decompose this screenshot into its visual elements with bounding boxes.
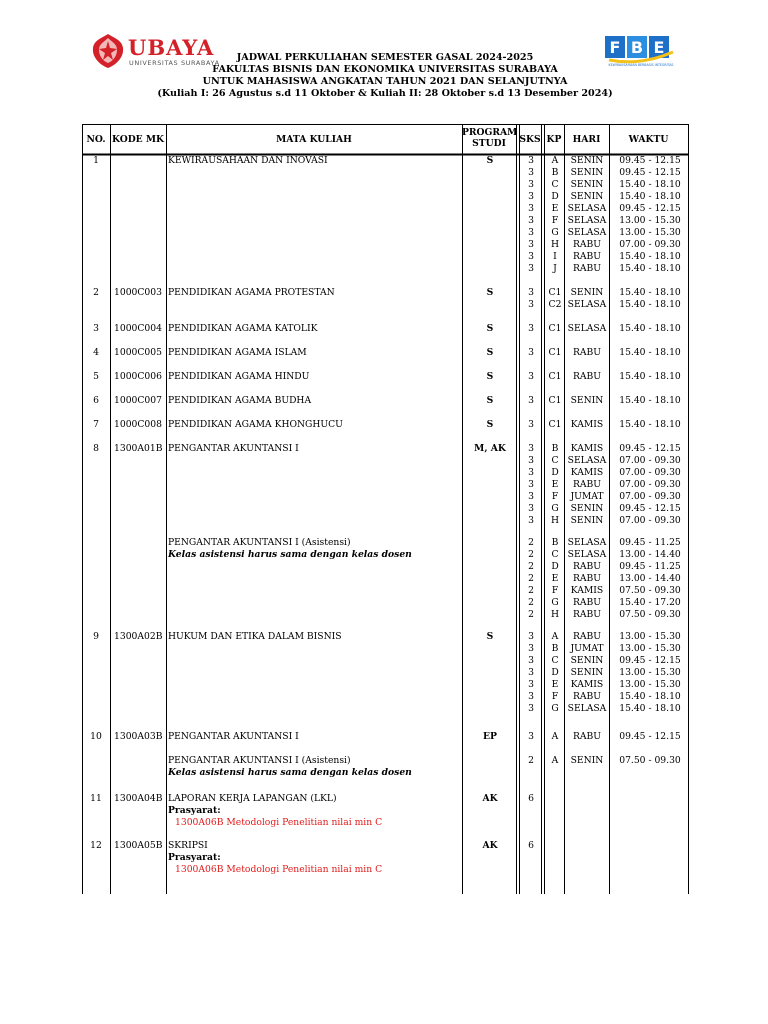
day-value: RABU xyxy=(572,347,602,358)
title-line-4: (Kuliah I: 26 Agustus s.d 11 Oktober & Kuliah II: 28 Oktober s.d 13 Desember 2024) xyxy=(157,88,613,99)
kp-value: H xyxy=(550,609,559,620)
day-value: SENIN xyxy=(570,655,604,666)
kp-value: C1 xyxy=(548,395,562,406)
time-value: 09.45 - 12.15 xyxy=(619,731,681,742)
kp-value: D xyxy=(551,667,559,678)
kp-value: B xyxy=(551,167,559,178)
time-value: 07.00 - 09.30 xyxy=(619,515,681,526)
sks-value: 2 xyxy=(528,609,534,620)
course-code: 1000C007 xyxy=(114,395,162,406)
program-studi: AK xyxy=(482,793,498,804)
program-studi: AK xyxy=(482,840,498,851)
time-value: 15.40 - 18.10 xyxy=(619,287,681,298)
course-code: 1000C006 xyxy=(114,371,162,382)
sks-value: 3 xyxy=(528,667,534,678)
day-value: JUMAT xyxy=(570,643,604,654)
course-number: 9 xyxy=(93,631,99,642)
course-number: 7 xyxy=(93,419,99,430)
day-value: RABU xyxy=(572,631,602,642)
sks-value: 3 xyxy=(528,287,534,298)
course-code: 1300A03B xyxy=(114,731,163,742)
sks-value: 3 xyxy=(528,703,534,714)
title-line-1: JADWAL PERKULIAHAN SEMESTER GASAL 2024-2025 xyxy=(236,52,534,63)
sks-value: 3 xyxy=(528,251,534,262)
time-value: 09.45 - 12.15 xyxy=(619,203,681,214)
program-studi: S xyxy=(486,155,494,166)
day-value: SENIN xyxy=(570,287,604,298)
kp-value: F xyxy=(551,491,559,502)
sks-value: 3 xyxy=(528,643,534,654)
sks-value: 6 xyxy=(528,793,534,804)
time-value: 15.40 - 18.10 xyxy=(619,703,681,714)
time-value: 13.00 - 15.30 xyxy=(619,215,681,226)
header-no: NO. xyxy=(86,134,106,145)
course-name: PENDIDIKAN AGAMA ISLAM xyxy=(168,347,307,358)
day-value: SENIN xyxy=(570,755,604,766)
time-value: 15.40 - 18.10 xyxy=(619,191,681,202)
course-code: 1000C003 xyxy=(114,287,162,298)
course-code: 1300A04B xyxy=(114,793,163,804)
day-value: SELASA xyxy=(567,549,607,560)
sks-value: 3 xyxy=(528,467,534,478)
time-value: 09.45 - 12.15 xyxy=(619,443,681,454)
kp-value: F xyxy=(551,215,559,226)
header-kode: KODE MK xyxy=(111,134,165,145)
kp-value: C xyxy=(551,549,559,560)
program-studi: S xyxy=(486,371,494,382)
kp-value: C xyxy=(551,179,559,190)
day-value: RABU xyxy=(572,609,602,620)
time-value: 15.40 - 18.10 xyxy=(619,395,681,406)
kp-value: C1 xyxy=(548,419,562,430)
sks-value: 3 xyxy=(528,691,534,702)
program-studi: S xyxy=(486,323,494,334)
fbe-letter-b: B xyxy=(630,38,644,57)
course-name: LAPORAN KERJA LAPANGAN (LKL) xyxy=(168,793,337,804)
course-name: PENDIDIKAN AGAMA PROTESTAN xyxy=(168,287,335,298)
time-value: 15.40 - 18.10 xyxy=(619,263,681,274)
day-value: SENIN xyxy=(570,503,604,514)
time-value: 15.40 - 18.10 xyxy=(619,419,681,430)
time-value: 07.50 - 09.30 xyxy=(619,585,681,596)
program-studi: S xyxy=(486,419,494,430)
kp-value: I xyxy=(553,251,557,262)
time-value: 13.00 - 15.30 xyxy=(619,227,681,238)
course-code: 1300A05B xyxy=(114,840,163,851)
day-value: SELASA xyxy=(567,203,607,214)
time-value: 13.00 - 14.40 xyxy=(619,549,681,560)
time-value: 13.00 - 14.40 xyxy=(619,573,681,584)
time-value: 09.45 - 12.15 xyxy=(619,167,681,178)
title-line-2: FAKULTAS BISNIS DAN EKONOMIKA UNIVERSITAS SURABAYA xyxy=(212,64,558,75)
time-value: 13.00 - 15.30 xyxy=(619,631,681,642)
day-value: RABU xyxy=(572,561,602,572)
kp-value: B xyxy=(551,643,559,654)
sks-value: 3 xyxy=(528,347,534,358)
sks-value: 3 xyxy=(528,503,534,514)
header-hari: HARI xyxy=(572,134,601,145)
time-value: 07.00 - 09.30 xyxy=(619,467,681,478)
course-number: 10 xyxy=(90,731,102,742)
kp-value: D xyxy=(551,561,559,572)
day-value: SENIN xyxy=(570,191,604,202)
kp-value: B xyxy=(551,537,559,548)
day-value: KAMIS xyxy=(570,419,604,430)
course-code: 1300A02B xyxy=(114,631,163,642)
day-value: SELASA xyxy=(567,455,607,466)
sks-value: 3 xyxy=(528,323,534,334)
day-value: RABU xyxy=(572,479,602,490)
kp-value: C1 xyxy=(548,323,562,334)
kp-value: C xyxy=(551,655,559,666)
sks-value: 3 xyxy=(528,299,534,310)
kp-value: J xyxy=(553,263,557,274)
kp-value: E xyxy=(551,679,559,690)
ubaya-subtitle: UNIVERSITAS SURABAYA xyxy=(129,59,220,67)
time-value: 09.45 - 12.15 xyxy=(619,155,681,166)
sks-value: 3 xyxy=(528,419,534,430)
course-number: 1 xyxy=(93,155,99,166)
fbe-letter-f: F xyxy=(609,38,621,57)
course-name: SKRIPSI xyxy=(168,840,208,851)
document-title xyxy=(150,52,620,100)
time-value: 13.00 - 15.30 xyxy=(619,643,681,654)
time-value: 09.45 - 12.15 xyxy=(619,655,681,666)
sks-value: 3 xyxy=(528,191,534,202)
course-code: 1300A01B xyxy=(114,443,163,454)
sks-value: 2 xyxy=(528,597,534,608)
program-studi: S xyxy=(486,631,494,642)
kp-value: C1 xyxy=(548,287,562,298)
kp-value: E xyxy=(551,203,559,214)
day-value: RABU xyxy=(572,251,602,262)
sks-value: 3 xyxy=(528,203,534,214)
day-value: RABU xyxy=(572,597,602,608)
time-value: 09.45 - 11.25 xyxy=(619,561,681,572)
course-note: Kelas asistensi harus sama dengan kelas dosen xyxy=(168,767,412,778)
course-number: 2 xyxy=(93,287,99,298)
program-studi: S xyxy=(486,395,494,406)
course-name: KEWIRAUSAHAAN DAN INOVASI xyxy=(168,155,328,166)
day-value: KAMIS xyxy=(570,467,604,478)
kp-value: C2 xyxy=(548,299,562,310)
sks-value: 2 xyxy=(528,573,534,584)
course-number: 8 xyxy=(93,443,99,454)
time-value: 09.45 - 11.25 xyxy=(619,537,681,548)
header-sks: SKS xyxy=(519,134,541,145)
program-studi: S xyxy=(486,287,494,298)
course-name: PENGANTAR AKUNTANSI I xyxy=(168,443,299,454)
day-value: RABU xyxy=(572,731,602,742)
day-value: RABU xyxy=(572,263,602,274)
day-value: SELASA xyxy=(567,215,607,226)
day-value: SENIN xyxy=(570,179,604,190)
course-number: 11 xyxy=(90,793,102,804)
sks-value: 3 xyxy=(528,239,534,250)
course-name: PENDIDIKAN AGAMA KHONGHUCU xyxy=(168,419,343,430)
sks-value: 3 xyxy=(528,515,534,526)
prerequisite-label: Prasyarat: xyxy=(168,852,221,863)
course-code: 1000C008 xyxy=(114,419,162,430)
prerequisite-label: Prasyarat: xyxy=(168,805,221,816)
sks-value: 3 xyxy=(528,455,534,466)
sks-value: 6 xyxy=(528,840,534,851)
header-waktu: WAKTU xyxy=(628,134,669,145)
kp-value: H xyxy=(550,239,559,250)
sks-value: 2 xyxy=(528,549,534,560)
sks-value: 3 xyxy=(528,731,534,742)
kp-value: B xyxy=(551,443,559,454)
program-studi: S xyxy=(486,347,494,358)
kp-value: G xyxy=(551,597,559,608)
time-value: 07.50 - 09.30 xyxy=(619,755,681,766)
ubaya-name: UBAYA xyxy=(128,35,215,60)
day-value: KAMIS xyxy=(570,679,604,690)
time-value: 07.00 - 09.30 xyxy=(619,479,681,490)
course-code: 1000C004 xyxy=(114,323,162,334)
sks-value: 3 xyxy=(528,371,534,382)
kp-value: A xyxy=(551,731,559,742)
kp-value: G xyxy=(551,503,559,514)
program-studi: EP xyxy=(483,731,497,742)
day-value: SELASA xyxy=(567,323,607,334)
day-value: SELASA xyxy=(567,703,607,714)
course-number: 5 xyxy=(93,371,99,382)
time-value: 15.40 - 18.10 xyxy=(619,299,681,310)
sks-value: 3 xyxy=(528,215,534,226)
kp-value: A xyxy=(551,155,559,166)
kp-value: E xyxy=(551,479,559,490)
day-value: JUMAT xyxy=(570,491,604,502)
program-studi: M, AK xyxy=(474,443,506,454)
kp-value: G xyxy=(551,703,559,714)
sks-value: 3 xyxy=(528,155,534,166)
course-number: 12 xyxy=(90,840,102,851)
time-value: 15.40 - 18.10 xyxy=(619,347,681,358)
kp-value: F xyxy=(551,691,559,702)
header-mata-kuliah: MATA KULIAH xyxy=(276,134,352,145)
time-value: 15.40 - 18.10 xyxy=(619,323,681,334)
kp-value: C1 xyxy=(548,347,562,358)
time-value: 07.50 - 09.30 xyxy=(619,609,681,620)
course-code: 1000C005 xyxy=(114,347,162,358)
day-value: SENIN xyxy=(570,155,604,166)
sks-value: 3 xyxy=(528,679,534,690)
kp-value: G xyxy=(551,227,559,238)
kp-value: F xyxy=(551,585,559,596)
course-number: 4 xyxy=(93,347,99,358)
sks-value: 3 xyxy=(528,491,534,502)
title-line-3: UNTUK MAHASISWA ANGKATAN TAHUN 2021 DAN SELANJUTNYA xyxy=(202,76,568,87)
fbe-letter-e: E xyxy=(653,38,665,57)
fbe-tagline: KEWIRAUSAHAAN BERBASIS INTEGRITAS xyxy=(608,63,674,67)
time-value: 07.00 - 09.30 xyxy=(619,491,681,502)
sks-value: 3 xyxy=(528,631,534,642)
sks-value: 3 xyxy=(528,479,534,490)
time-value: 07.00 - 09.30 xyxy=(619,455,681,466)
time-value: 15.40 - 18.10 xyxy=(619,251,681,262)
time-value: 15.40 - 18.10 xyxy=(619,691,681,702)
kp-value: A xyxy=(551,631,559,642)
sks-value: 3 xyxy=(528,655,534,666)
time-value: 15.40 - 18.10 xyxy=(619,371,681,382)
course-name: PENGANTAR AKUNTANSI I (Asistensi) xyxy=(168,537,351,548)
kp-value: A xyxy=(551,755,559,766)
course-name: PENDIDIKAN AGAMA HINDU xyxy=(168,371,310,382)
sks-value: 2 xyxy=(528,755,534,766)
course-number: 3 xyxy=(93,323,99,334)
sks-value: 2 xyxy=(528,537,534,548)
day-value: SENIN xyxy=(570,667,604,678)
time-value: 13.00 - 15.30 xyxy=(619,667,681,678)
course-name: PENGANTAR AKUNTANSI I xyxy=(168,731,299,742)
day-value: SELASA xyxy=(567,299,607,310)
course-name: HUKUM DAN ETIKA DALAM BISNIS xyxy=(168,631,342,642)
kp-value: D xyxy=(551,467,559,478)
kp-value: E xyxy=(551,573,559,584)
sks-value: 3 xyxy=(528,179,534,190)
schedule-table xyxy=(82,124,689,894)
course-number: 6 xyxy=(93,395,99,406)
day-value: RABU xyxy=(572,371,602,382)
day-value: SENIN xyxy=(570,395,604,406)
kp-value: C1 xyxy=(548,371,562,382)
course-note: Kelas asistensi harus sama dengan kelas dosen xyxy=(168,549,412,560)
header-kp: KP xyxy=(546,134,562,145)
day-value: RABU xyxy=(572,239,602,250)
time-value: 15.40 - 18.10 xyxy=(619,179,681,190)
kp-value: H xyxy=(550,515,559,526)
kp-value: D xyxy=(551,191,559,202)
day-value: KAMIS xyxy=(570,443,604,454)
day-value: RABU xyxy=(572,573,602,584)
day-value: KAMIS xyxy=(570,585,604,596)
sks-value: 3 xyxy=(528,167,534,178)
prerequisite-text: 1300A06B Metodologi Penelitian nilai min C xyxy=(175,864,383,875)
sks-value: 3 xyxy=(528,227,534,238)
sks-value: 2 xyxy=(528,585,534,596)
time-value: 15.40 - 17.20 xyxy=(619,597,681,608)
day-value: SELASA xyxy=(567,537,607,548)
sks-value: 3 xyxy=(528,443,534,454)
sks-value: 3 xyxy=(528,263,534,274)
time-value: 09.45 - 12.15 xyxy=(619,503,681,514)
sks-value: 3 xyxy=(528,395,534,406)
course-name: PENDIDIKAN AGAMA KATOLIK xyxy=(168,323,318,334)
day-value: RABU xyxy=(572,691,602,702)
time-value: 13.00 - 15.30 xyxy=(619,679,681,690)
day-value: SENIN xyxy=(570,167,604,178)
sks-value: 2 xyxy=(528,561,534,572)
header-program-studi: PROGRAM STUDI xyxy=(462,127,518,149)
day-value: SELASA xyxy=(567,227,607,238)
kp-value: C xyxy=(551,455,559,466)
time-value: 07.00 - 09.30 xyxy=(619,239,681,250)
course-name: PENGANTAR AKUNTANSI I (Asistensi) xyxy=(168,755,351,766)
ubaya-seal-icon xyxy=(90,32,126,70)
prerequisite-text: 1300A06B Metodologi Penelitian nilai min C xyxy=(175,817,383,828)
day-value: SENIN xyxy=(570,515,604,526)
course-name: PENDIDIKAN AGAMA BUDHA xyxy=(168,395,312,406)
